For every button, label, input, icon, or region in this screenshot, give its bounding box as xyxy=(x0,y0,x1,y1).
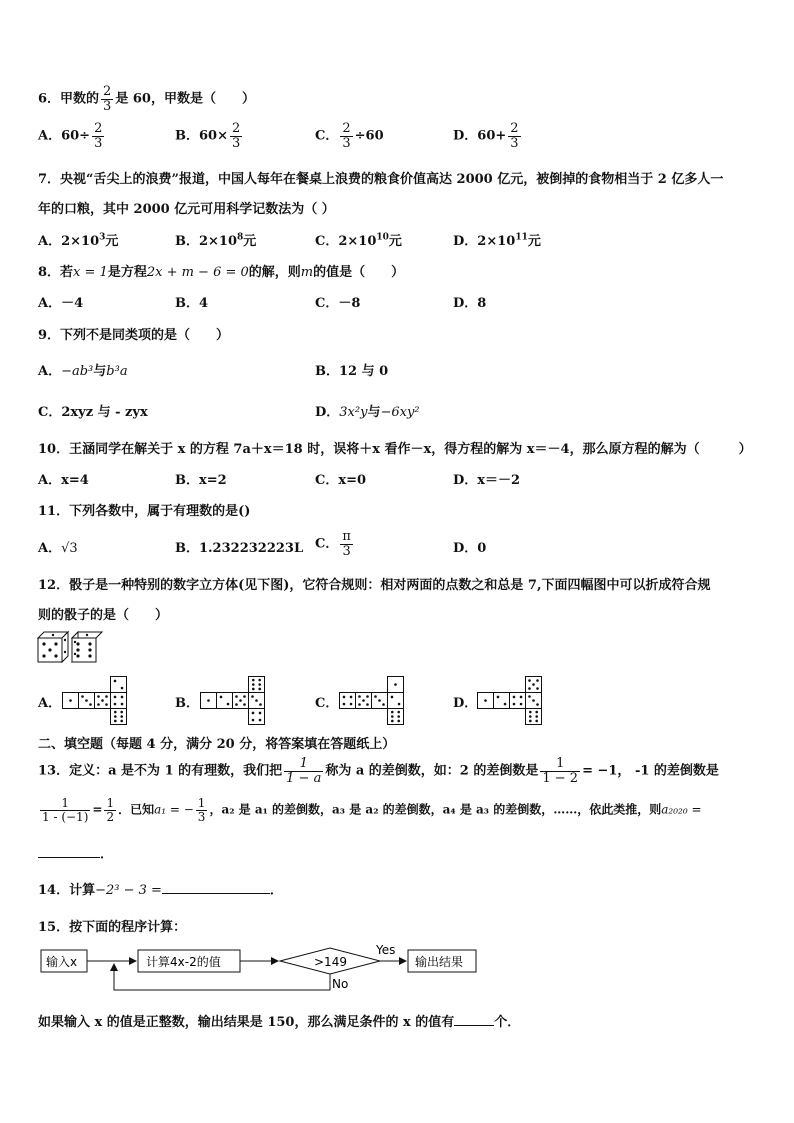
dice-face xyxy=(217,693,233,709)
dice-pip xyxy=(258,688,261,691)
dice-pip xyxy=(513,696,516,699)
q6-b-num: 2 xyxy=(231,121,241,136)
q11-stem: 11．下列各数中，属于有理数的是() xyxy=(38,504,251,519)
q13-frac5 xyxy=(196,797,208,823)
flow-output-text: 输出结果 xyxy=(415,955,464,969)
q9-option-c[interactable]: C．2xyz 与 - zyx xyxy=(38,405,148,420)
q9-stem: 9．下列不是同类项的是（ ） xyxy=(38,328,230,343)
q13-a2020: a₂₀₂₀ = xyxy=(661,802,702,817)
dice-pip xyxy=(391,711,394,714)
dice-pip xyxy=(528,679,531,682)
dice-pip xyxy=(343,703,346,706)
q13-line1 xyxy=(38,757,719,785)
dice-pip xyxy=(252,688,255,691)
dice-pip xyxy=(536,703,539,706)
q9-a-mid: 与 xyxy=(93,364,107,379)
dice-pip xyxy=(239,699,242,702)
die-left xyxy=(38,632,68,662)
dice-pip xyxy=(220,696,223,699)
dice-pip xyxy=(532,683,535,686)
q9-d-math2: −6xy² xyxy=(380,405,420,420)
dice-pip xyxy=(528,695,531,698)
q14-blank[interactable] xyxy=(162,879,270,894)
q10-option-a[interactable]: A．x=4 xyxy=(38,473,89,488)
q7-b-label: B．2×10 xyxy=(175,234,238,249)
q13-eq: = xyxy=(92,802,103,817)
dice-pip xyxy=(105,703,108,706)
q8-math-equation: 2x + m − 6 = 0 xyxy=(146,265,249,280)
q13-frac3-den: 1 - (−1) xyxy=(42,809,89,824)
q6-frac-num: 2 xyxy=(103,84,112,99)
q13-line2 xyxy=(38,797,702,823)
q13-frac3-num: 1 xyxy=(40,797,90,811)
q11-option-d[interactable]: D．0 xyxy=(453,541,487,556)
q8-option-a[interactable]: A．－4 xyxy=(38,296,84,311)
dice-pip xyxy=(529,715,532,718)
dice-face xyxy=(111,693,127,709)
q13-frac1 xyxy=(284,757,323,785)
dice-pip xyxy=(121,696,124,699)
dice-net-a[interactable] xyxy=(62,672,134,728)
q7-c-label: C．2×10 xyxy=(315,234,377,249)
dice-pip xyxy=(398,703,401,706)
q13-frac3 xyxy=(40,797,90,823)
dice-pip xyxy=(259,712,262,715)
dice-pip xyxy=(243,703,246,706)
dice-pip xyxy=(529,711,532,714)
dice-pip xyxy=(343,696,346,699)
dice-pip xyxy=(382,703,385,706)
dice-pip xyxy=(397,711,400,714)
q13-frac4 xyxy=(104,797,116,823)
dice-pip xyxy=(528,687,531,690)
dice-pip xyxy=(258,679,261,682)
dice-pip xyxy=(532,699,535,702)
dice-pip xyxy=(362,699,365,702)
q7-line1: 7．央视“舌尖上的浪费”报道，中国人每年在餐桌上浪费的粮食价值高达 2000 亿元，被倒掉的食物相当于 2 亿多人一 xyxy=(38,172,724,187)
dice-face xyxy=(478,693,494,709)
dice-face xyxy=(340,693,356,709)
q13-end: ． xyxy=(100,847,114,862)
dice-pip xyxy=(252,683,255,686)
q13-answer-line xyxy=(38,843,113,862)
dice-pip xyxy=(259,719,262,722)
q13-blank[interactable] xyxy=(38,843,100,858)
q7-line2: 年的口粮，其中 2000 亿元可用科学记数法为（ ） xyxy=(38,202,335,217)
dice-pip xyxy=(252,712,255,715)
q6-c-num: 2 xyxy=(342,121,351,136)
q9-a-math2: b³a xyxy=(106,364,128,379)
q15-unit: 个． xyxy=(494,1015,521,1030)
dice-pip xyxy=(358,703,361,706)
q8-option-c[interactable]: C．－8 xyxy=(315,296,361,311)
q6-a-den: 3 xyxy=(94,135,103,151)
dice-pip xyxy=(255,699,258,702)
dice-pip xyxy=(484,699,487,702)
q6-c-label: C． xyxy=(315,128,339,144)
q15-stem: 15．按下面的程序计算： xyxy=(38,920,187,935)
dice-pip xyxy=(394,683,397,686)
q7-a-label: A．2×10 xyxy=(38,234,100,249)
q6-option-b[interactable] xyxy=(175,122,244,150)
q11-option-a[interactable] xyxy=(38,537,78,556)
dice-face xyxy=(95,693,111,709)
q7-d-unit: 元 xyxy=(527,234,541,249)
dice-face xyxy=(79,693,95,709)
q6-d-num: 2 xyxy=(510,121,519,136)
q9-option-b[interactable]: B．12 与 0 xyxy=(315,364,389,379)
dice-pip xyxy=(358,695,361,698)
q6-fraction xyxy=(101,85,113,113)
q10-option-c[interactable]: C．x=0 xyxy=(315,473,367,488)
q6-a-frac xyxy=(92,122,104,150)
q11-c-den: 3 xyxy=(342,543,351,559)
dice-net-c[interactable] xyxy=(339,672,411,728)
q9-d-math1: 3x²y xyxy=(339,405,368,420)
dice-pip xyxy=(114,720,117,723)
dice-pip xyxy=(251,695,254,698)
dice-pip xyxy=(120,711,123,714)
dice-pip xyxy=(378,699,381,702)
dice-face xyxy=(526,709,542,725)
dice-pip xyxy=(227,703,230,706)
q14-label: 14．计算 xyxy=(38,883,96,898)
q14-math: −2³ − 3 = xyxy=(95,883,162,898)
q7-option-d[interactable] xyxy=(453,230,541,249)
dice-pip xyxy=(259,703,262,706)
flow-yes-label: Yes xyxy=(376,943,396,957)
q13-part1: 13．定义：a 是不为 1 的有理数，我们把 xyxy=(38,763,283,779)
q7-a-exp: 3 xyxy=(99,232,106,243)
flow-no-label: No xyxy=(332,977,349,991)
dice-face xyxy=(201,693,217,709)
dice-pip xyxy=(89,703,92,706)
dice-face xyxy=(510,693,526,709)
dice-pip xyxy=(120,720,123,723)
dice-pip xyxy=(535,715,538,718)
q6-d-den: 3 xyxy=(510,135,519,151)
dice-pip xyxy=(69,699,72,702)
dice-face xyxy=(388,677,404,693)
q13-frac5-num: 1 xyxy=(197,796,206,810)
dice-face xyxy=(526,677,542,693)
dice-pip xyxy=(105,695,108,698)
q8-text-c: 的解，则 xyxy=(248,265,301,280)
q7-option-c[interactable] xyxy=(315,230,402,249)
q9-option-a[interactable] xyxy=(38,360,128,379)
dice-face xyxy=(356,693,372,709)
q7-b-unit: 元 xyxy=(243,234,257,249)
dice-pip xyxy=(397,715,400,718)
q6-b-label: B．60× xyxy=(175,128,228,144)
dice-pip xyxy=(504,703,507,706)
q8-stem xyxy=(38,261,404,280)
q7-c-exp: 10 xyxy=(376,232,389,243)
q13-frac2 xyxy=(540,757,580,785)
dice-pip xyxy=(101,699,104,702)
section-2-title: 二、填空题（每题 4 分，满分 20 分，将答案填在答题纸上） xyxy=(38,737,396,752)
dice-pip xyxy=(374,695,377,698)
dice-face xyxy=(372,693,388,709)
q11-c-frac xyxy=(340,530,353,558)
q6-c-frac xyxy=(340,122,352,150)
q13-frac1-den: 1 − a xyxy=(286,770,322,786)
q12-option-a-label[interactable]: A． xyxy=(38,696,62,711)
flow-condition-text: >149 xyxy=(314,955,347,969)
q7-d-label: D．2×10 xyxy=(453,234,516,249)
dice-net-b[interactable] xyxy=(200,672,272,728)
q6-frac-den: 3 xyxy=(103,98,112,114)
q11-option-b[interactable]: B．1.232232223L xyxy=(175,541,304,556)
q13-frac1-num: 1 xyxy=(284,757,323,772)
dice-pip xyxy=(397,720,400,723)
q13-frac4-num: 1 xyxy=(106,796,115,810)
dice-pip xyxy=(114,696,117,699)
q12-option-c-label[interactable]: C． xyxy=(315,696,339,711)
q11-c-label: C． xyxy=(315,536,339,552)
q9-a-math1: −ab³ xyxy=(61,364,94,379)
q15-question xyxy=(38,1011,520,1030)
q8-text-a: 8．若 xyxy=(38,265,74,280)
flow-calc-text: 计算4x-2的值 xyxy=(146,955,221,969)
dice-pip xyxy=(97,695,100,698)
q15-question-text: 如果输入 x 的值是正整数，输出结果是 150，那么满足条件的 x 的值有 xyxy=(38,1015,455,1030)
q10-stem: 10．王涵同学在解关于 x 的方程 7a＋x＝18 时，误将＋x 看作－x，得方程的解为 x＝－4，那么原方程的解为（ ） xyxy=(38,442,752,457)
q8-math-x: x = 1 xyxy=(73,265,108,280)
die-right xyxy=(72,632,102,662)
q8-option-d[interactable]: D．8 xyxy=(453,296,487,311)
q10-option-b[interactable]: B．x=2 xyxy=(175,473,227,488)
q6-option-d[interactable] xyxy=(453,122,523,150)
dice-pip xyxy=(120,715,123,718)
q7-c-unit: 元 xyxy=(388,234,402,249)
dice-pip xyxy=(535,711,538,714)
q14-end: ． xyxy=(269,883,283,898)
dice-pip xyxy=(121,703,124,706)
dice-pip xyxy=(81,695,84,698)
dice-pip xyxy=(391,715,394,718)
dice-pip xyxy=(529,720,532,723)
q9-d-label: D． xyxy=(315,405,340,420)
dice-pip xyxy=(350,696,353,699)
dice-pip xyxy=(114,703,117,706)
dice-face xyxy=(249,693,265,709)
dice-face xyxy=(526,693,542,709)
q6-stem xyxy=(38,85,255,113)
dice-pip xyxy=(114,715,117,718)
q9-option-d[interactable] xyxy=(315,401,420,420)
dice-pip xyxy=(121,687,124,690)
q11-option-c[interactable] xyxy=(315,530,355,558)
q7-option-b[interactable] xyxy=(175,230,256,249)
dice-pip xyxy=(520,696,523,699)
q12-option-b-label[interactable]: B． xyxy=(175,696,199,711)
q13-a1: a₁ = − xyxy=(154,802,194,817)
q7-a-unit: 元 xyxy=(105,234,119,249)
q13-frac5-den: 3 xyxy=(197,809,206,824)
q14 xyxy=(38,879,283,898)
q6-a-num: 2 xyxy=(94,121,103,136)
q6-b-frac xyxy=(230,122,242,150)
dice-face xyxy=(63,693,79,709)
dice-pip xyxy=(114,711,117,714)
dice-pip xyxy=(235,703,238,706)
q9-d-mid: 与 xyxy=(367,405,381,420)
dice-pip xyxy=(207,699,210,702)
q12-option-d-label[interactable]: D． xyxy=(453,696,478,711)
q6-option-c[interactable] xyxy=(315,122,384,150)
q10-option-d[interactable]: D．x＝－2 xyxy=(453,473,521,488)
q6-d-frac xyxy=(508,122,520,150)
dice-pip xyxy=(391,696,394,699)
q6-b-den: 3 xyxy=(231,135,241,151)
q12-line2: 则的骰子的是（ ） xyxy=(38,608,169,623)
q8-math-m: m xyxy=(300,265,314,280)
dice-pip xyxy=(258,683,261,686)
q7-b-exp: 8 xyxy=(237,232,244,243)
dice-pip xyxy=(252,679,255,682)
dice-pip xyxy=(536,687,539,690)
dice-pip xyxy=(235,695,238,698)
dice-face xyxy=(249,677,265,693)
dice-face xyxy=(494,693,510,709)
dice-pip xyxy=(366,703,369,706)
dice-face xyxy=(388,709,404,725)
q8-text-d: 的值是（ ） xyxy=(313,265,405,280)
q15-blank[interactable] xyxy=(454,1011,494,1026)
dice-pip xyxy=(252,719,255,722)
q6-prefix: 6．甲数的 xyxy=(38,91,100,107)
q15-flowchart xyxy=(40,942,490,998)
q6-suffix: 是 60，甲数是（ ） xyxy=(115,91,255,107)
q12-line1: 12．骰子是一种特别的数字立方体(见下图)，它符合规则：相对两面的点数之和总是 7,下面四幅图中可以折成符合规 xyxy=(38,578,711,593)
q11-c-num: π xyxy=(342,529,351,544)
dice-pip xyxy=(366,695,369,698)
dice-pip xyxy=(520,703,523,706)
flow-input-text: 输入x xyxy=(46,955,78,969)
q13-part2: 称为 a 的差倒数，如：2 的差倒数是 xyxy=(325,763,539,779)
q11-a-label: A． xyxy=(38,541,62,556)
q7-d-exp: 11 xyxy=(515,232,528,243)
dice-pip xyxy=(536,679,539,682)
q6-a-label: A．60÷ xyxy=(38,128,91,144)
q8-text-b: 是方程 xyxy=(107,265,147,280)
dice-pip xyxy=(114,680,117,683)
dice-pip xyxy=(97,703,100,706)
dice-pip xyxy=(391,720,394,723)
dice-pip xyxy=(497,696,500,699)
dice-illustration xyxy=(36,630,104,666)
q7-option-a[interactable] xyxy=(38,230,118,249)
q11-a-sqrt: √3 xyxy=(61,541,78,556)
dice-pip xyxy=(350,703,353,706)
dice-pip xyxy=(513,703,516,706)
dice-pip xyxy=(85,699,88,702)
dice-face xyxy=(111,709,127,725)
q13-part4: ．已知 xyxy=(118,802,155,817)
q13-part3: = −1， -1 的差倒数是 xyxy=(582,763,719,779)
dice-net-d[interactable] xyxy=(477,672,549,728)
q9-a-label: A． xyxy=(38,364,62,379)
dice-face xyxy=(111,677,127,693)
q8-option-b[interactable]: B．4 xyxy=(175,296,209,311)
dice-pip xyxy=(243,695,246,698)
dice-pip xyxy=(535,720,538,723)
q13-frac2-den: 1 − 2 xyxy=(542,770,579,786)
q6-c-after: ÷60 xyxy=(354,128,384,144)
q13-frac4-den: 2 xyxy=(106,809,115,824)
q13-part5: ，a₂ 是 a₁ 的差倒数，a₃ 是 a₂ 的差倒数，a₄ 是 a₃ 的差倒数，……，依此类推，则 xyxy=(209,802,662,817)
q6-d-label: D．60+ xyxy=(453,128,507,144)
dice-face xyxy=(388,693,404,709)
dice-face xyxy=(249,709,265,725)
q13-frac2-num: 1 xyxy=(540,757,580,772)
q6-c-den: 3 xyxy=(342,135,351,151)
dice-face xyxy=(233,693,249,709)
q6-option-a[interactable] xyxy=(38,122,106,150)
